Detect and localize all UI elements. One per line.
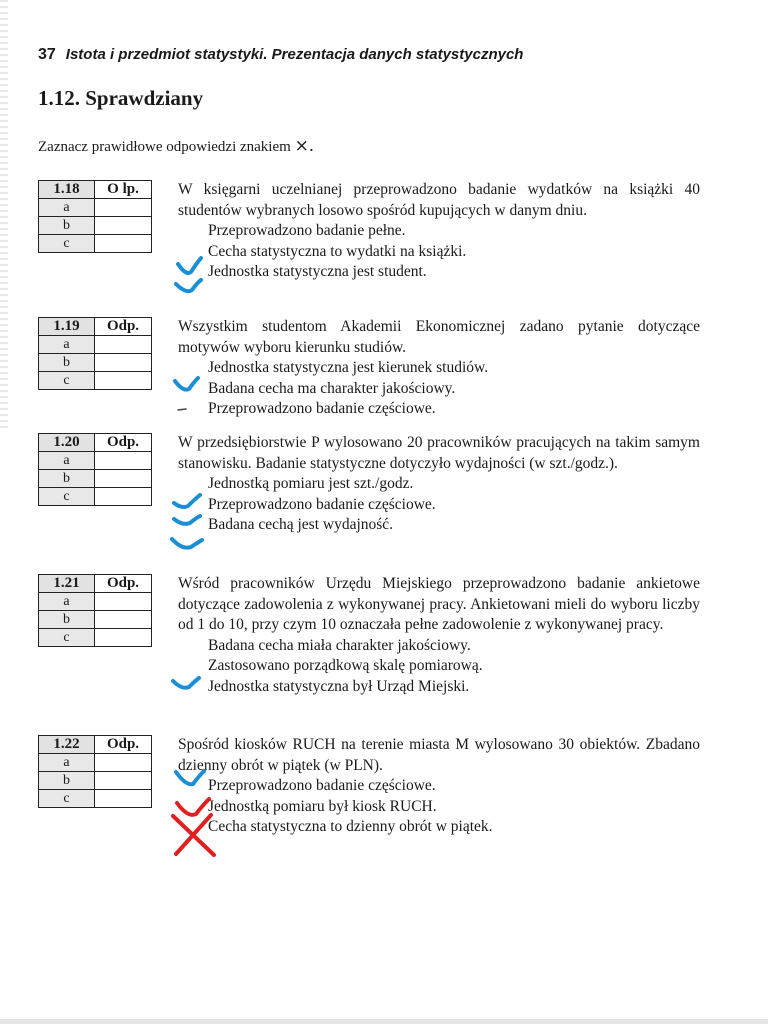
- answer-c: Cecha statystyczna to dzienny obrót w piątek.: [208, 818, 493, 835]
- answer-cell-c[interactable]: [95, 790, 152, 808]
- blue-check-mark: [172, 539, 202, 548]
- scan-edge: [0, 0, 8, 430]
- option-a-label: a: [39, 199, 95, 217]
- answer-b: Jednostką pomiaru był kiosk RUCH.: [208, 797, 437, 815]
- option-c-label: c: [39, 488, 95, 506]
- answer-cell-c[interactable]: [95, 488, 152, 506]
- page-number: 37: [38, 46, 56, 63]
- section-name: Sprawdziany: [85, 86, 204, 110]
- answer-table: [38, 735, 152, 808]
- question-number: 1.21: [39, 575, 95, 593]
- option-a-label: a: [39, 593, 95, 611]
- scan-bottom-edge: [0, 1019, 768, 1024]
- question-text: [178, 574, 700, 697]
- odp-header: Odp.: [95, 575, 152, 593]
- answer-a: Przeprowadzono badanie częściowe.: [208, 777, 436, 794]
- answer-cell-b[interactable]: [95, 217, 152, 235]
- option-a-label: a: [39, 336, 95, 354]
- answer-list: [178, 636, 700, 698]
- answer-cell-c[interactable]: [95, 235, 152, 253]
- answer-table: [38, 433, 152, 506]
- question-number: 1.20: [39, 434, 95, 452]
- answer-b: Badana cecha ma charakter jakościowy.: [208, 379, 456, 397]
- question-number: 1.19: [39, 318, 95, 336]
- answer-c: Przeprowadzono badanie częściowe.: [208, 400, 436, 417]
- answer-table: [38, 180, 152, 253]
- answer-b: Zastosowano porządkową skalę pomiarową.: [208, 657, 483, 674]
- x-symbol: ×.: [294, 136, 315, 156]
- option-b-label: b: [39, 354, 95, 372]
- option-a-label: a: [39, 754, 95, 772]
- instruction-text: Zaznacz prawidłowe odpowiedzi znakiem: [38, 139, 291, 155]
- answer-list: [178, 358, 700, 420]
- odp-header: Odp.: [95, 736, 152, 754]
- question-text: [178, 180, 700, 283]
- option-c-label: c: [39, 629, 95, 647]
- section-number: 1.12.: [38, 86, 80, 110]
- answer-a: Badana cecha miała charakter jakościowy.: [208, 636, 471, 654]
- answer-table: [38, 317, 152, 390]
- odp-header: O lp.: [95, 181, 152, 199]
- question-stem: Wśród pracowników Urzędu Miejskiego przeprowadzono badanie ankietowe dotyczące zadowolenia z wykonywanej pracy. Ankietowani mieli do wyboru liczby od 1 do 10, przy czym 10 oznaczała pełne zadowolenie z wykonywanej pracy.: [178, 575, 700, 633]
- question-stem: Wszystkim studentom Akademii Ekonomicznej zadano pytanie dotyczące motywów wyboru kierunku studiów.: [178, 318, 700, 356]
- answer-cell-b[interactable]: [95, 772, 152, 790]
- odp-header: Odp.: [95, 318, 152, 336]
- answer-cell-c[interactable]: [95, 372, 152, 390]
- option-b-label: b: [39, 217, 95, 235]
- question-text: [178, 735, 700, 838]
- question-text: [178, 433, 700, 536]
- header-title: Istota i przedmiot statystyki. Prezentacja danych statystycznych: [65, 46, 524, 63]
- option-a-label: a: [39, 452, 95, 470]
- running-header: [38, 46, 523, 64]
- answer-cell-b[interactable]: [95, 354, 152, 372]
- question-stem: Spośród kiosków RUCH na terenie miasta M wylosowano 30 obiektów. Zbadano dzienny obrót w piątek (w PLN).: [178, 736, 700, 774]
- answer-a: Jednostką pomiaru jest szt./godz.: [208, 475, 414, 492]
- section-title: [38, 86, 203, 111]
- answer-cell-a[interactable]: [95, 452, 152, 470]
- answer-b: Cecha statystyczna to wydatki na książki.: [208, 242, 467, 260]
- answer-cell-a[interactable]: [95, 593, 152, 611]
- answer-c: Jednostka statystyczna był Urząd Miejski.: [208, 677, 470, 695]
- instruction: [38, 136, 314, 156]
- answer-cell-a[interactable]: [95, 754, 152, 772]
- option-c-label: c: [39, 235, 95, 253]
- answer-table: [38, 574, 152, 647]
- question-stem: W przedsiębiorstwie P wylosowano 20 pracowników pracujących na takim samym stanowisku. Badanie statystyczne dotyczyło wydajności (w szt./godz.).: [178, 434, 700, 472]
- answer-list: [178, 776, 700, 838]
- question-number: 1.18: [39, 181, 95, 199]
- answer-cell-a[interactable]: [95, 199, 152, 217]
- option-c-label: c: [39, 372, 95, 390]
- option-b-label: b: [39, 772, 95, 790]
- answer-list: [178, 221, 700, 283]
- odp-header: Odp.: [95, 434, 152, 452]
- option-b-label: b: [39, 611, 95, 629]
- answer-cell-c[interactable]: [95, 629, 152, 647]
- answer-list: [178, 474, 700, 536]
- option-c-label: c: [39, 790, 95, 808]
- answer-cell-a[interactable]: [95, 336, 152, 354]
- answer-a: Przeprowadzono badanie pełne.: [208, 222, 406, 239]
- answer-c: Jednostka statystyczna jest student.: [208, 263, 427, 280]
- answer-cell-b[interactable]: [95, 611, 152, 629]
- option-b-label: b: [39, 470, 95, 488]
- answer-c: Badana cechą jest wydajność.: [208, 516, 394, 533]
- answer-a: Jednostka statystyczna jest kierunek studiów.: [208, 359, 489, 376]
- question-stem: W księgarni uczelnianej przeprowadzono badanie wydatków na książki 40 studentów wybranych losowo spośród kupujących w danym dniu.: [178, 181, 700, 219]
- answer-cell-b[interactable]: [95, 470, 152, 488]
- answer-b: Przeprowadzono badanie częściowe.: [208, 495, 436, 513]
- question-text: [178, 317, 700, 420]
- question-number: 1.22: [39, 736, 95, 754]
